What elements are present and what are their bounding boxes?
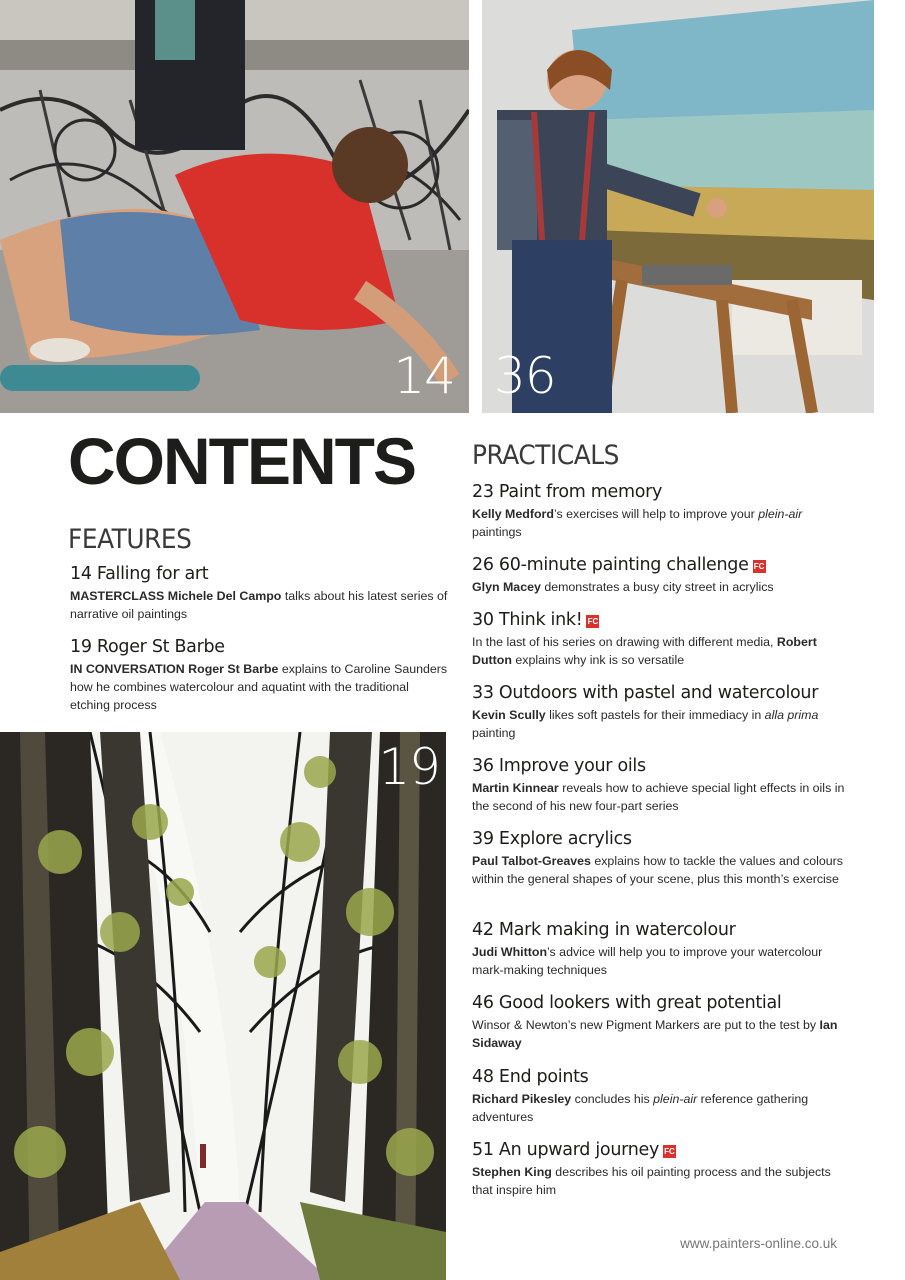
practical-entry[interactable] — [472, 609, 847, 669]
entry-description: Glyn Macey demonstrates a busy city street in acrylics — [472, 580, 774, 594]
entry-description: Judi Whitton’s advice will help you to improve your watercolour mark-making techniques — [472, 945, 823, 977]
practical-entry[interactable] — [472, 919, 847, 979]
fc-badge-icon: FC — [664, 1147, 675, 1156]
practical-entry[interactable] — [472, 554, 847, 596]
entry-description: Richard Pikesley concludes his plein-air reference gathering adventures — [472, 1092, 809, 1124]
photo-woodland-etching — [0, 732, 446, 1280]
entry-title[interactable]: 46 Good lookers with great potential — [472, 993, 782, 1013]
entry-description: In the last of his series on drawing with different media, Robert Dutton explains why ink is so versatile — [472, 635, 817, 667]
practical-entry[interactable] — [472, 682, 847, 742]
photo-page-number: 36 — [494, 347, 556, 405]
fc-badge-icon: FC — [587, 617, 599, 626]
entry-title[interactable]: 51 An upward journey FC — [472, 1140, 675, 1160]
entry-title[interactable]: 23 Paint from memory — [472, 482, 663, 502]
feature-entry[interactable] — [70, 636, 450, 714]
practical-entry[interactable] — [472, 1066, 847, 1126]
entry-title[interactable]: 19 Roger St Barbe — [70, 637, 225, 657]
entry-description: IN CONVERSATION Roger St Barbe explains to Caroline Saunders how he combines watercolour and aquatint with the traditional etching process — [70, 662, 448, 712]
woodland-etching — [0, 732, 446, 1280]
features-heading: FEATURES — [68, 524, 192, 555]
website-link[interactable]: www.painters-online.co.uk — [680, 1236, 837, 1251]
practical-entry[interactable] — [472, 1139, 847, 1199]
fc-badge-icon: FC — [753, 562, 765, 571]
entry-title[interactable]: 14 Falling for art — [70, 564, 209, 584]
photo-skateboarder — [0, 0, 469, 413]
feature-entry[interactable] — [70, 563, 450, 623]
entry-description: Kevin Scully likes soft pastels for their immediacy in alla prima painting — [472, 708, 819, 740]
entry-title[interactable]: 30 Think ink! FC — [472, 610, 599, 630]
entry-title[interactable]: 42 Mark making in watercolour — [472, 920, 736, 940]
practicals-heading: PRACTICALS — [472, 440, 619, 471]
practical-entry[interactable] — [472, 992, 847, 1052]
entry-description: Kelly Medford’s exercises will help to improve your plein-air paintings — [472, 507, 803, 539]
entry-title[interactable]: 33 Outdoors with pastel and watercolour — [472, 683, 819, 703]
photo-page-number: 19 — [378, 738, 440, 796]
entry-description: Martin Kinnear reveals how to achieve special light effects in oils in the second of his new four-part series — [472, 781, 845, 813]
entry-description: Winsor & Newton’s new Pigment Markers are put to the test by Ian Sidaway — [472, 1018, 838, 1050]
entry-title[interactable]: 36 Improve your oils — [472, 756, 646, 776]
entry-description: Stephen King describes his oil painting process and the subjects that inspire him — [472, 1165, 831, 1197]
practical-entry[interactable] — [472, 828, 847, 888]
entry-description: Paul Talbot-Greaves explains how to tackle the values and colours within the general shapes of your scene, plus this month’s exercise — [472, 854, 843, 886]
entry-title[interactable]: 26 60-minute painting challenge FC — [472, 555, 765, 575]
entry-description: MASTERCLASS Michele Del Campo talks about his latest series of narrative oil paintings — [70, 589, 448, 621]
entry-title[interactable]: 39 Explore acrylics — [472, 829, 632, 849]
practical-entry[interactable] — [472, 755, 847, 815]
entry-title[interactable]: 48 End points — [472, 1067, 589, 1087]
practical-entry[interactable] — [472, 481, 847, 541]
page-title: CONTENTS — [68, 424, 415, 498]
photo-painter-at-easel — [482, 0, 874, 413]
photo-page-number: 14 — [393, 347, 455, 405]
